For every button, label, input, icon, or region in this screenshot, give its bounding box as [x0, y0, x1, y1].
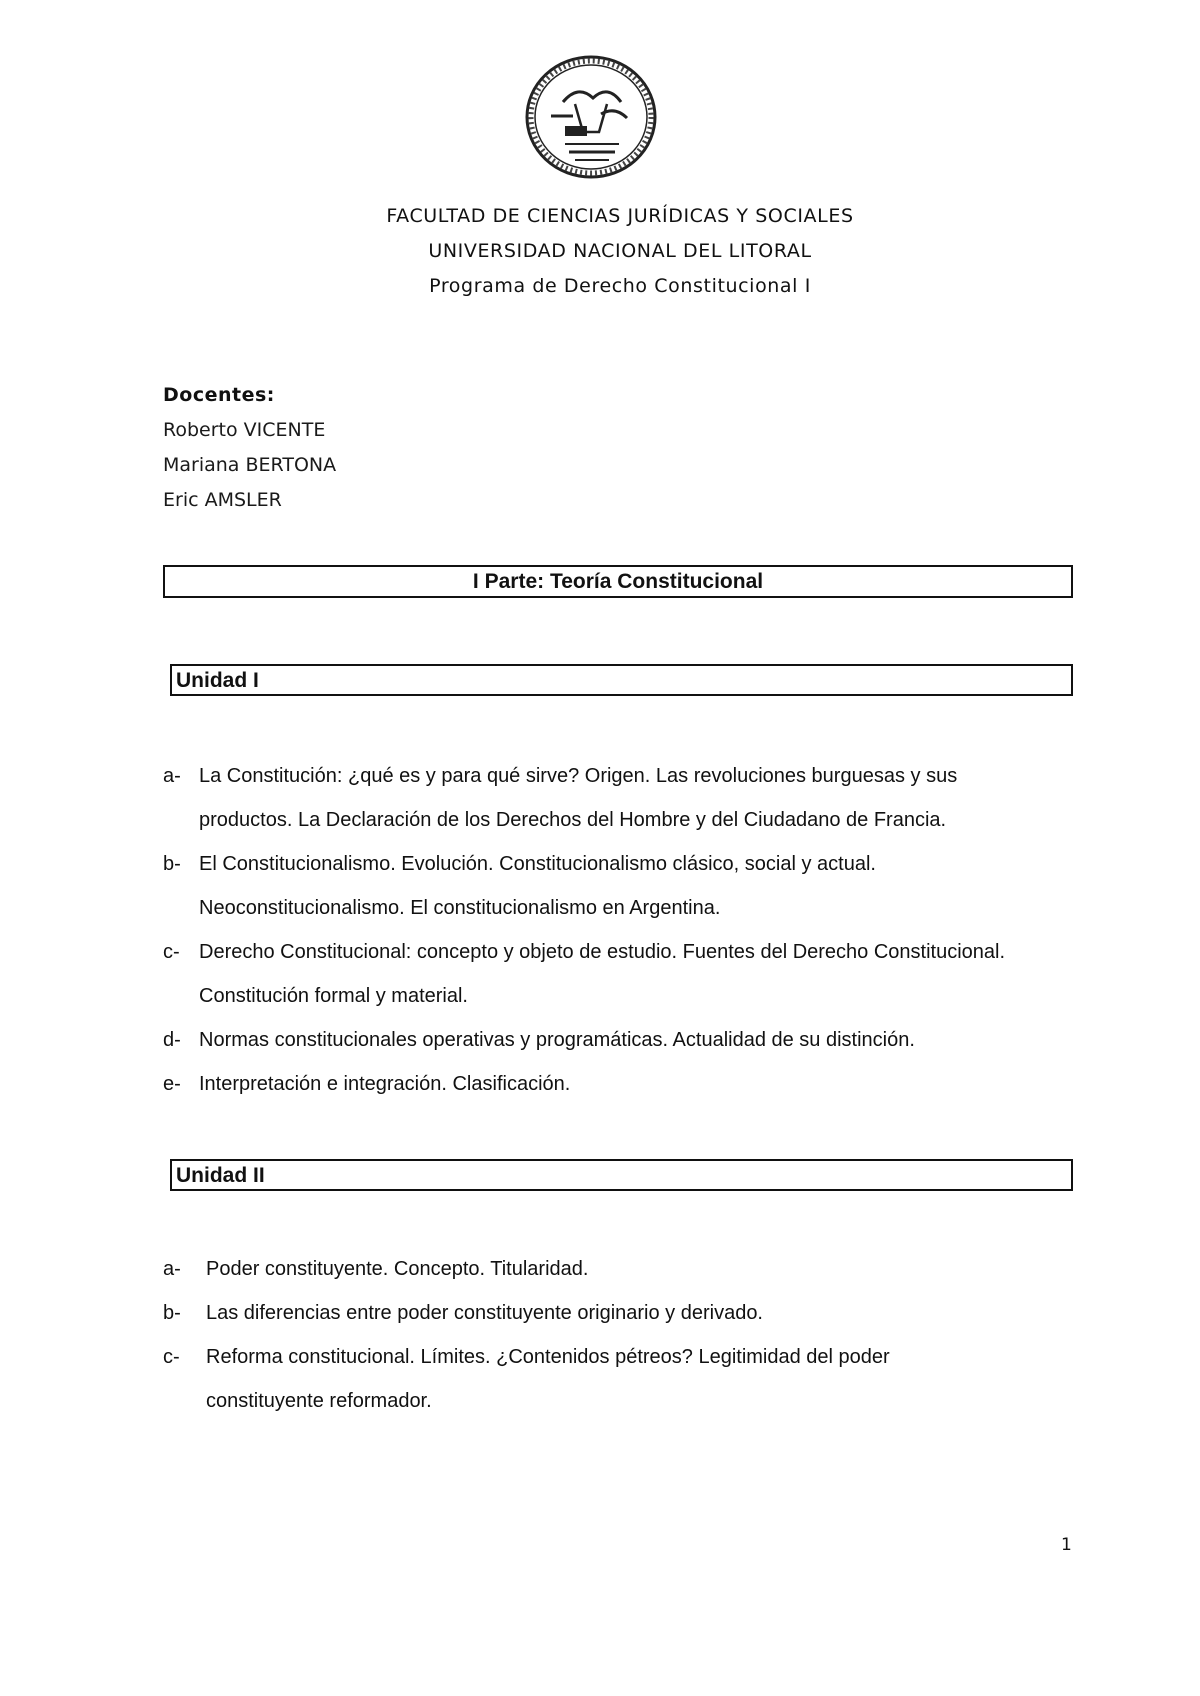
document-header: [0, 199, 1200, 304]
list-item-text: Derecho Constitucional: concepto y objeto de estudio. Fuentes del Derecho Constitucional. Constitución formal y material.: [199, 941, 1006, 1007]
list-item: [163, 1018, 1039, 1062]
list-item-text: La Constitución: ¿qué es y para qué sirve? Origen. Las revoluciones burguesas y sus productos. La Declaración de los Derechos del Hombre y del Ciudadano de Francia.: [199, 765, 958, 831]
docentes-section: [163, 378, 336, 518]
list-item: [163, 1247, 1006, 1291]
list-item: [163, 930, 1039, 1018]
university-name: UNIVERSIDAD NACIONAL DEL LITORAL: [428, 240, 812, 262]
unidad-1-list: [163, 754, 1039, 1106]
list-item-text: Las diferencias entre poder constituyente originario y derivado.: [206, 1302, 763, 1324]
list-item: [163, 754, 1039, 842]
list-item-letter: b-: [163, 1302, 181, 1324]
list-item-text: Poder constituyente. Concepto. Titularidad.: [206, 1258, 589, 1280]
docente-name: Roberto VICENTE: [163, 419, 326, 441]
list-item-letter: a-: [163, 765, 181, 787]
university-seal-icon: [523, 54, 659, 180]
list-item-text: Interpretación e integración. Clasificación.: [199, 1073, 571, 1095]
list-item: [163, 1062, 1039, 1106]
unidad-1-heading: Unidad I: [170, 664, 1073, 696]
list-item: [163, 842, 1039, 930]
list-item-text: El Constitucionalismo. Evolución. Constitucionalismo clásico, social y actual. Neoconstitucionalismo. El constitucionalismo en Argentina.: [199, 853, 876, 919]
list-item-letter: c-: [163, 941, 180, 963]
list-item-text: Reforma constitucional. Límites. ¿Contenidos pétreos? Legitimidad del poder constituyente reformador.: [206, 1346, 890, 1412]
list-item-letter: b-: [163, 853, 181, 875]
list-item: [163, 1335, 1006, 1423]
list-item-text: Normas constitucionales operativas y programáticas. Actualidad de su distinción.: [199, 1029, 915, 1051]
list-item: [163, 1291, 1006, 1335]
list-item-letter: e-: [163, 1073, 181, 1095]
docente-name: Mariana BERTONA: [163, 454, 337, 476]
faculty-name: FACULTAD DE CIENCIAS JURÍDICAS Y SOCIALES: [386, 205, 854, 227]
parte-heading: I Parte: Teoría Constitucional: [163, 565, 1073, 598]
list-item-letter: a-: [163, 1258, 181, 1280]
list-item-letter: c-: [163, 1346, 180, 1368]
unidad-2-heading: Unidad II: [170, 1159, 1073, 1191]
docentes-label: Docentes:: [163, 384, 275, 406]
docente-name: Eric AMSLER: [163, 489, 282, 511]
program-title: Programa de Derecho Constitucional I: [429, 275, 811, 297]
list-item-letter: d-: [163, 1029, 181, 1051]
page-number: 1: [1061, 1535, 1072, 1555]
unidad-2-list: [163, 1247, 1006, 1423]
